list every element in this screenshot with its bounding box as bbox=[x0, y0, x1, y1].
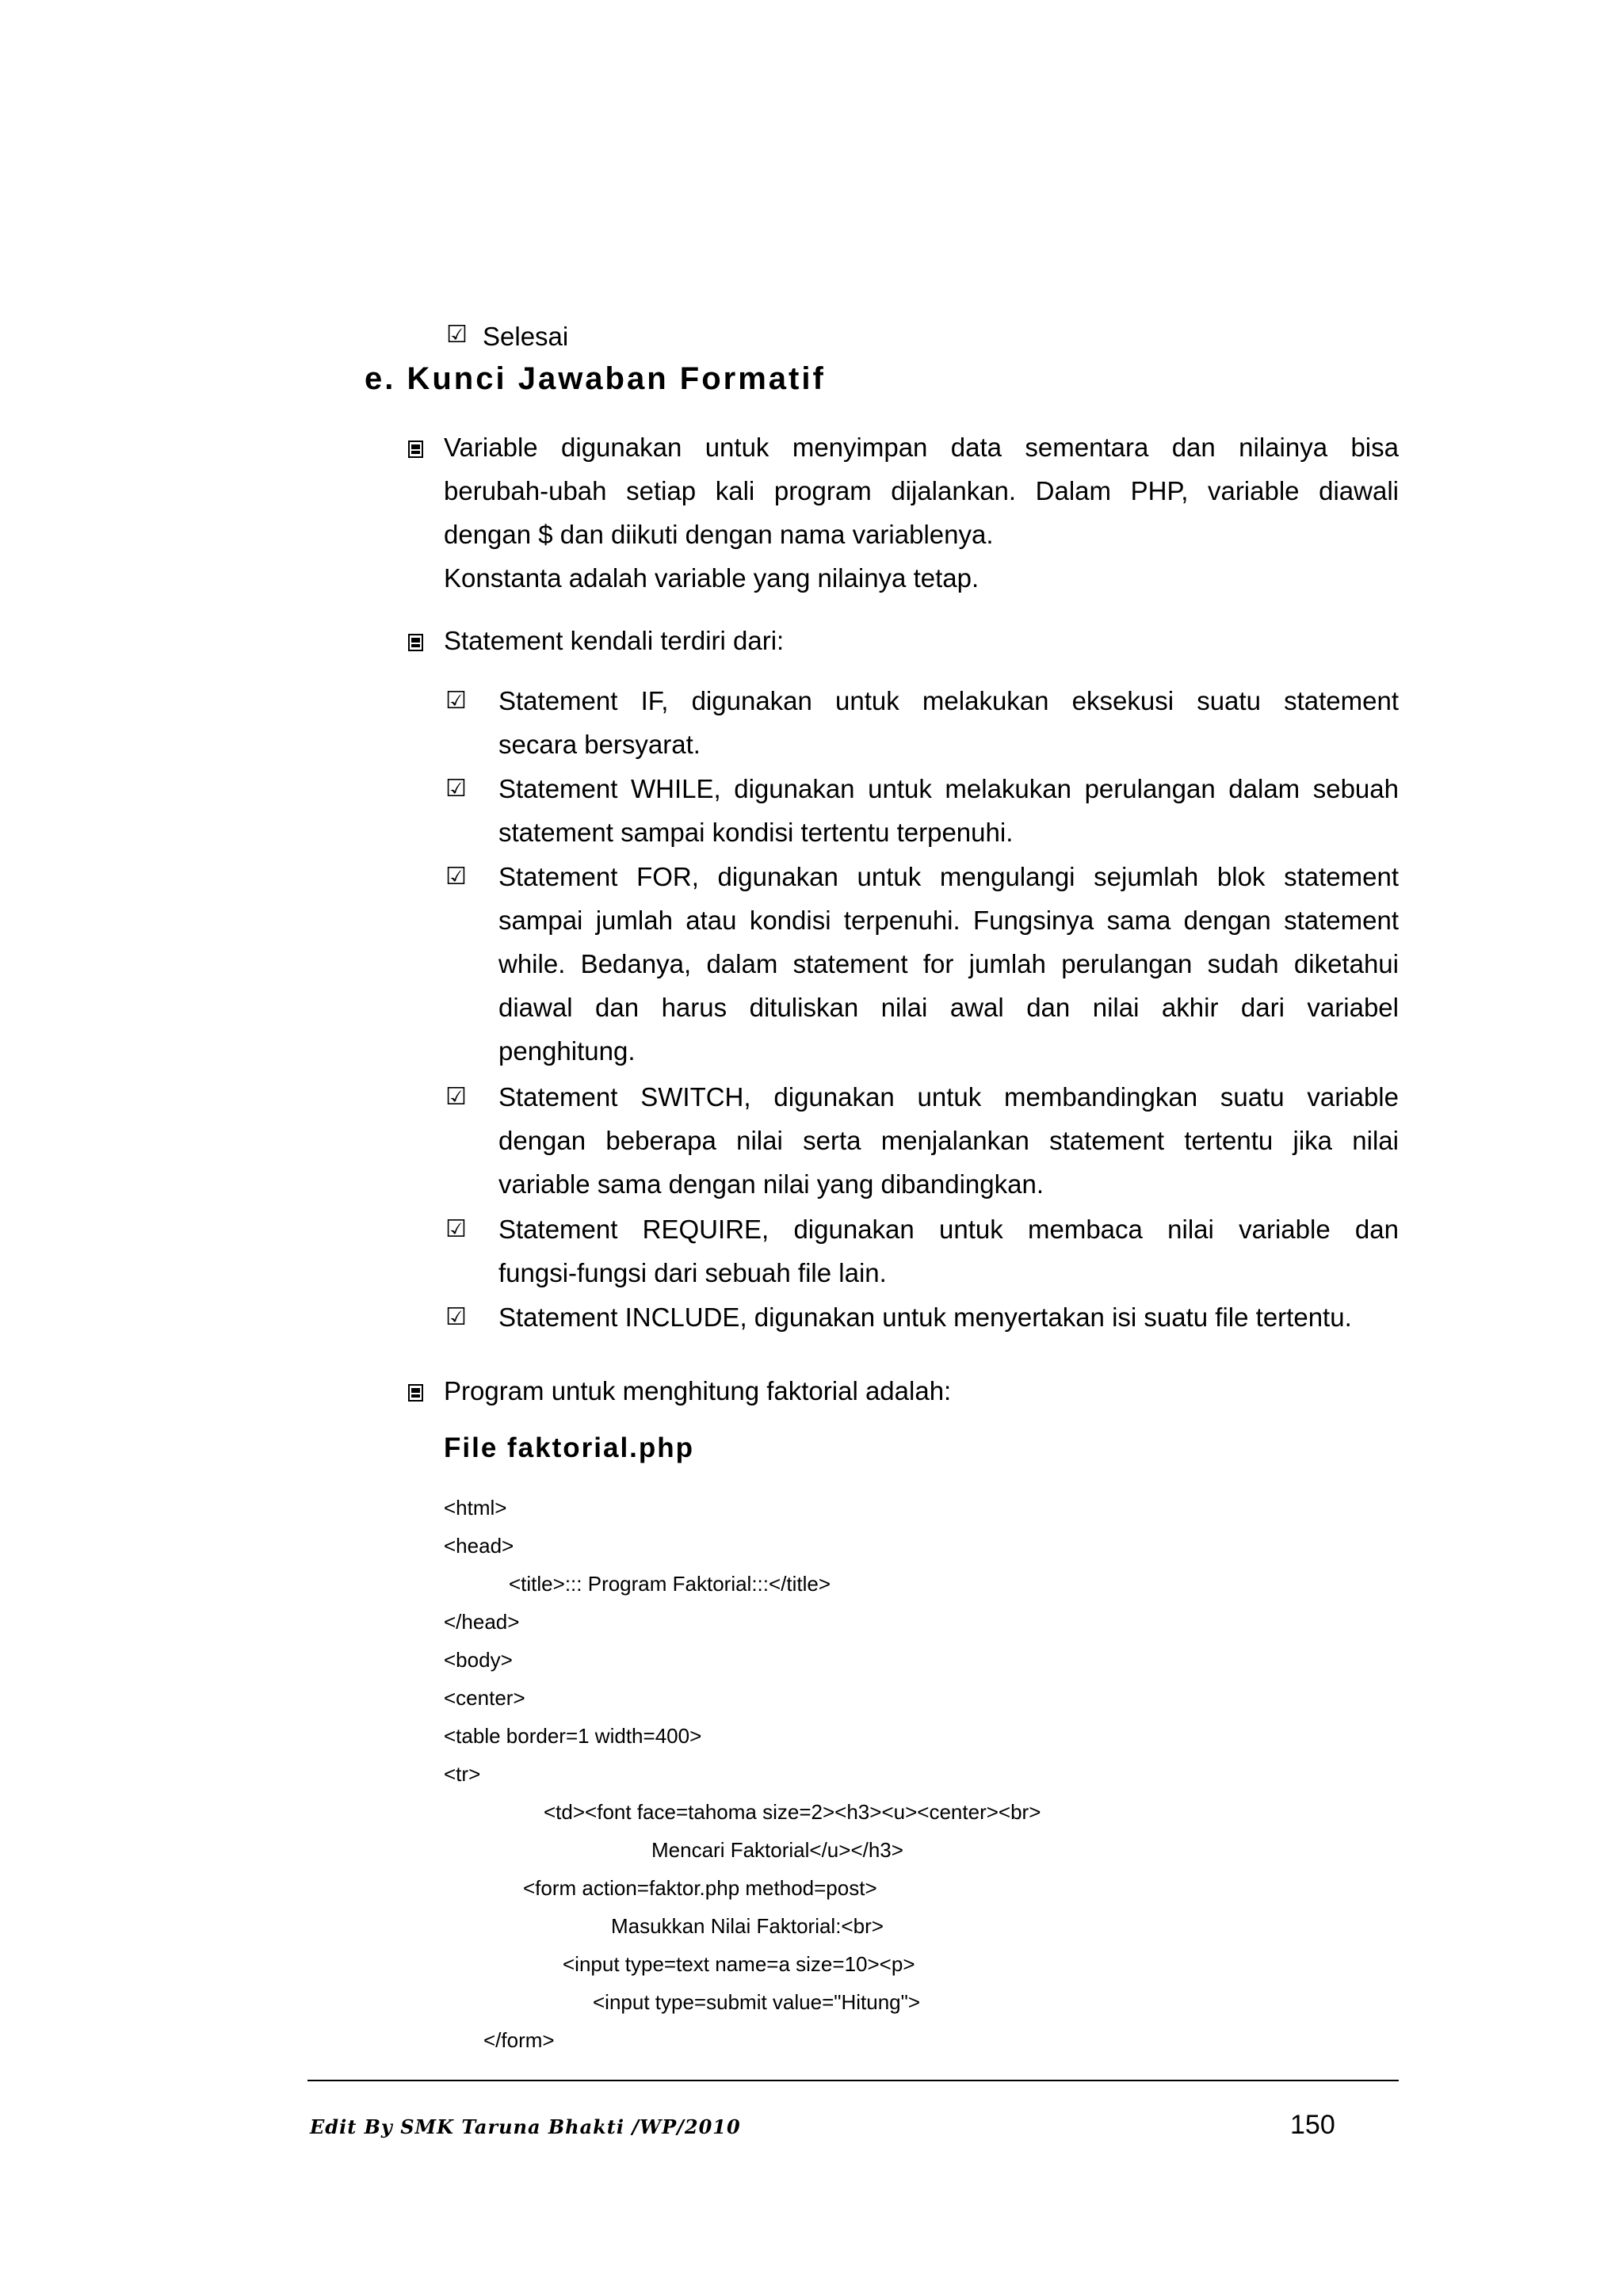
checkbox-icon: ☑ bbox=[445, 1303, 467, 1331]
disk-bullet-icon bbox=[408, 1384, 423, 1402]
code-line: </head> bbox=[444, 1610, 520, 1634]
code-line: <form action=faktor.php method=post> bbox=[523, 1876, 877, 1900]
answer-3-intro: Program untuk menghitung faktorial adalah: bbox=[444, 1376, 952, 1405]
checkbox-icon: ☑ bbox=[445, 863, 467, 891]
disk-bullet-icon bbox=[408, 441, 423, 458]
code-line: <html> bbox=[444, 1496, 507, 1520]
list-item-line: statement sampai kondisi tertentu terpenuhi. bbox=[498, 818, 1014, 847]
answer-1-line: Variable digunakan untuk menyimpan data sementara dan nilainya bisa bbox=[444, 433, 1399, 462]
code-line: <center> bbox=[444, 1686, 525, 1710]
code-line: Mencari Faktorial</u></h3> bbox=[651, 1838, 903, 1862]
statement-while-item bbox=[498, 767, 1399, 854]
disk-bullet-icon bbox=[408, 634, 423, 651]
file-heading: File faktorial.php bbox=[444, 1432, 695, 1463]
answer-1-line: dengan $ dan diikuti dengan nama variablenya. bbox=[444, 520, 994, 549]
list-item-line: Statement SWITCH, digunakan untuk membandingkan suatu variable bbox=[498, 1082, 1399, 1112]
list-item-line: penghitung. bbox=[498, 1036, 636, 1066]
answer-1 bbox=[444, 425, 1399, 600]
list-item-line: Statement IF, digunakan untuk melakukan eksekusi suatu statement bbox=[498, 686, 1399, 715]
statement-require-item bbox=[498, 1207, 1399, 1295]
code-line: <tr> bbox=[444, 1762, 481, 1786]
list-item-line: Statement INCLUDE, digunakan untuk menyertakan isi suatu file tertentu. bbox=[498, 1302, 1352, 1332]
checkbox-icon: ☑ bbox=[445, 687, 467, 715]
list-item-line: fungsi-fungsi dari sebuah file lain. bbox=[498, 1258, 887, 1287]
answer-1-line: berubah-ubah setiap kali program dijalankan. Dalam PHP, variable diawali bbox=[444, 476, 1399, 505]
code-line: Masukkan Nilai Faktorial:<br> bbox=[611, 1914, 884, 1938]
code-line: <table border=1 width=400> bbox=[444, 1724, 702, 1748]
code-line: <body> bbox=[444, 1648, 513, 1672]
checkbox-icon: ☑ bbox=[445, 1083, 467, 1111]
list-item-line: variable sama dengan nilai yang dibandingkan. bbox=[498, 1169, 1044, 1199]
selesai-text: Selesai bbox=[483, 322, 569, 351]
statement-include-item bbox=[498, 1295, 1399, 1339]
code-line: <td><font face=tahoma size=2><h3><u><center><br> bbox=[544, 1800, 1041, 1824]
list-item-line: secara bersyarat. bbox=[498, 730, 701, 759]
code-line: </form> bbox=[483, 2028, 555, 2052]
list-item-line: dengan beberapa nilai serta menjalankan statement tertentu jika nilai bbox=[498, 1126, 1399, 1155]
statement-switch-item bbox=[498, 1075, 1399, 1206]
list-item-line: while. Bedanya, dalam statement for jumlah perulangan sudah diketahui bbox=[498, 949, 1399, 978]
checkbox-icon: ☑ bbox=[445, 1215, 467, 1243]
code-line: <head> bbox=[444, 1534, 514, 1558]
checkbox-icon: ☑ bbox=[445, 775, 467, 803]
answer-1-line: Konstanta adalah variable yang nilainya tetap. bbox=[444, 563, 980, 593]
answer-2-intro: Statement kendali terdiri dari: bbox=[444, 626, 785, 655]
checkbox-icon: ☑ bbox=[446, 321, 468, 349]
list-item-line: Statement WHILE, digunakan untuk melakukan perulangan dalam sebuah bbox=[498, 774, 1399, 803]
list-item-line: Statement FOR, digunakan untuk mengulangi sejumlah blok statement bbox=[498, 862, 1399, 891]
list-item-line: diawal dan harus dituliskan nilai awal dan nilai akhir dari variabel bbox=[498, 993, 1399, 1022]
list-item-line: Statement REQUIRE, digunakan untuk membaca nilai variable dan bbox=[498, 1215, 1399, 1244]
footer-divider bbox=[307, 2080, 1399, 2081]
statement-for-item bbox=[498, 855, 1399, 1073]
code-line: <title>::: Program Faktorial:::</title> bbox=[509, 1572, 831, 1596]
page-number: 150 bbox=[1290, 2110, 1335, 2140]
statement-if-item bbox=[498, 679, 1399, 766]
code-line: <input type=submit value="Hitung"> bbox=[593, 1990, 921, 2014]
code-line: <input type=text name=a size=10><p> bbox=[563, 1952, 915, 1976]
section-heading: e. Kunci Jawaban Formatif bbox=[365, 361, 826, 396]
list-item-line: sampai jumlah atau kondisi terpenuhi. Fungsinya sama dengan statement bbox=[498, 906, 1399, 935]
footer-credit: Edit By SMK Taruna Bhakti /WP/2010 bbox=[310, 2115, 741, 2138]
